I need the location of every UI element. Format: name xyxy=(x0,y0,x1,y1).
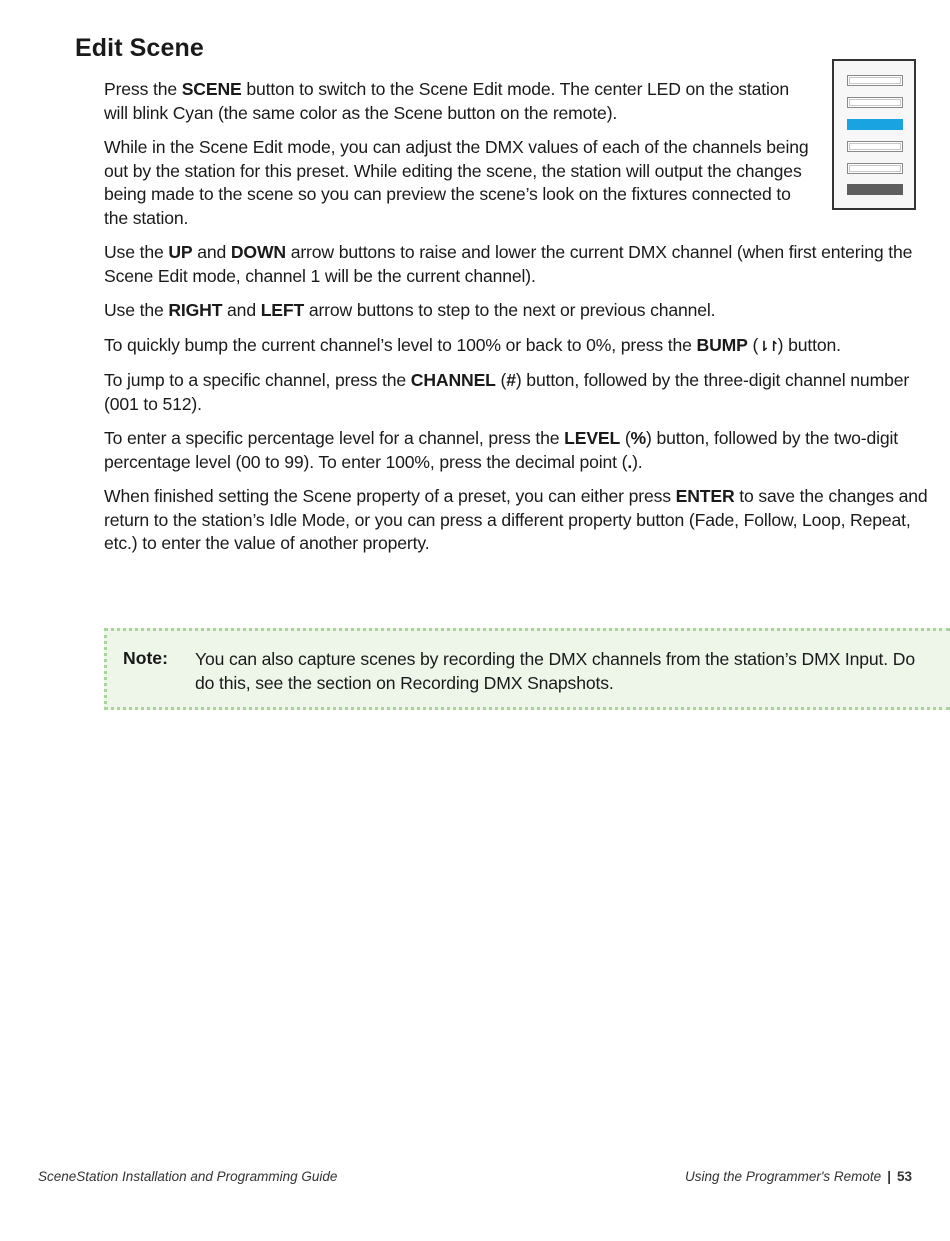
text-run: To enter a specific percentage level for a channel, press the xyxy=(104,428,565,448)
note-text: You can also capture scenes by recording the DMX channels from the station’s DMX Input. Do do this, see the section on Recording DMX Snapshots. xyxy=(195,649,915,693)
bump-keyword: BUMP xyxy=(696,334,748,355)
note-box xyxy=(104,628,950,710)
text-run: To jump to a specific channel, press the xyxy=(104,370,411,390)
paragraph-up-down xyxy=(104,241,934,288)
text-run: ( xyxy=(495,370,507,390)
body-content xyxy=(104,78,928,567)
level-keyword: LEVEL xyxy=(564,428,621,448)
text-run: ) button, followed by the two-digit percentage level (00 to 99). To enter 100%, press the decimal point ( xyxy=(104,428,899,472)
text-run: arrow buttons to step to the next or previous channel. xyxy=(304,300,716,320)
text-run: and xyxy=(222,300,261,320)
right-keyword: RIGHT xyxy=(168,300,223,320)
text-run: to save the changes and return to the station’s Idle Mode, or you can press a different property button (Fade, Follow, Loop, Repeat, etc.) to enter the value of another property. xyxy=(104,486,928,553)
up-keyword: UP xyxy=(168,242,193,262)
text-run: ) button. xyxy=(777,334,841,355)
down-keyword: DOWN xyxy=(230,242,286,262)
text-run: Press the xyxy=(104,79,182,99)
text-run: and xyxy=(192,242,231,262)
page-heading: Edit Scene xyxy=(75,34,204,62)
text-run: ( xyxy=(747,334,759,355)
text-run: Use the xyxy=(104,300,169,320)
text-run: ). xyxy=(632,451,643,472)
paragraph-bump xyxy=(104,334,934,359)
left-keyword: LEFT xyxy=(260,300,305,320)
decimal-point-symbol: . xyxy=(627,451,633,472)
text-run: ) button, followed by the three-digit channel number (001 to 512). xyxy=(104,370,910,414)
text-run: While in the Scene Edit mode, you can adjust the DMX values of each of the channels being out by the station for this preset. While editing the scene, the station will output the changes being made to the scene so you can preview the scene’s look on the fixtures connected to the station. xyxy=(104,137,809,228)
text-run: Use the xyxy=(104,242,169,262)
paragraph-enter xyxy=(104,485,934,556)
footer-separator: | xyxy=(887,1169,891,1184)
footer-section xyxy=(685,1169,912,1184)
footer-guide-title: SceneStation Installation and Programming Guide xyxy=(38,1169,338,1184)
bump-icon: ⇂↾ xyxy=(758,337,778,354)
page-number: 53 xyxy=(896,1169,912,1184)
paragraph-level xyxy=(104,427,934,474)
enter-keyword: ENTER xyxy=(675,486,735,506)
paragraph-channel xyxy=(104,369,934,416)
text-run: arrow buttons to raise and lower the current DMX channel (when first entering the Scene Edit mode, channel 1 will be the current channel). xyxy=(104,242,913,286)
paragraph-scene-edit-mode xyxy=(104,136,814,230)
channel-keyword: CHANNEL xyxy=(410,370,496,390)
note-label: Note: xyxy=(123,648,168,668)
percent-symbol: % xyxy=(630,428,647,448)
paragraph-scene-button xyxy=(104,78,814,125)
footer-section-title: Using the Programmer's Remote xyxy=(685,1169,882,1184)
text-run: button to switch to the Scene Edit mode. The center LED on the station will blink Cyan (the same color as the Scene button on the remote). xyxy=(104,79,790,123)
text-run: When finished setting the Scene property of a preset, you can either press xyxy=(104,486,676,506)
paragraph-right-left xyxy=(104,299,934,323)
text-run: To quickly bump the current channel’s level to 100% or back to 0%, press the xyxy=(104,334,697,355)
text-run: ( xyxy=(620,428,631,448)
scene-keyword: SCENE xyxy=(181,79,242,99)
hash-symbol: # xyxy=(506,370,516,390)
